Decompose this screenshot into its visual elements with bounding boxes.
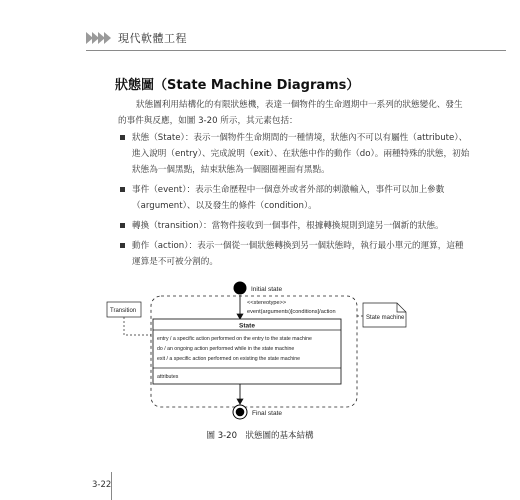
state-machine-note-label: State machine <box>366 315 405 321</box>
list-item: 動作（action）：表示一個從一個狀態轉換到另一個狀態時，執行最小單元的運算，這種運算是不可被分割的。 <box>118 238 470 270</box>
event-label: event(arguments)[conditions]/action <box>247 309 336 315</box>
stereotype-label: <<stereotype>> <box>247 300 287 306</box>
initial-state-dot <box>234 282 247 295</box>
state-action-exit: exit / a specific action performed on existing the state machine <box>157 356 301 362</box>
header-title: 現代軟體工程 <box>118 32 187 45</box>
intro-paragraph: 狀態圖利用結構化的有限狀態機，表達一個物件的生命週期中一系列的狀態變化、發生的事件與反應，如圖 3-20 所示，其元素包括： <box>118 100 463 126</box>
state-name: State <box>239 322 255 330</box>
page-number: 3-22 <box>92 480 112 490</box>
transition-note-connector <box>124 317 151 335</box>
list-item: 事件（event）：表示生命歷程中一個意外或者外部的刺激輸入，事件可以加上參數（argument）、以及發生的條件（condition）。 <box>118 182 470 214</box>
state-action-entry: entry / a specific action performed on the entry to the state machine <box>157 336 312 342</box>
state-action-do: do / an ongoing action performed while in the state machine <box>157 346 295 352</box>
list-item: 狀態（State）：表示一個物件生命期間的一種情境，狀態內不可以有屬性（attribute）、進入說明（entry）、完成說明（exit）、在狀態中作的動作（do）。兩種特殊的狀態，初始狀態為一個黑點，結束狀態為一個圈圈裡面有黑點。 <box>118 130 470 178</box>
state-attributes: attributes <box>157 374 179 380</box>
final-state-label: Final state <box>252 410 282 417</box>
section-title: 狀態圖（State Machine Diagrams） <box>115 78 360 93</box>
final-state-dot <box>236 408 245 417</box>
list-item: 轉換（transition）：當物件接收到一個事件，根據轉換規則到達另一個新的狀態。 <box>118 218 470 234</box>
transition-note-label: Transition <box>110 308 137 314</box>
initial-state-label: Initial state <box>251 286 283 293</box>
figure-caption: 圖 3-20 狀態圖的基本結構 <box>206 431 314 441</box>
